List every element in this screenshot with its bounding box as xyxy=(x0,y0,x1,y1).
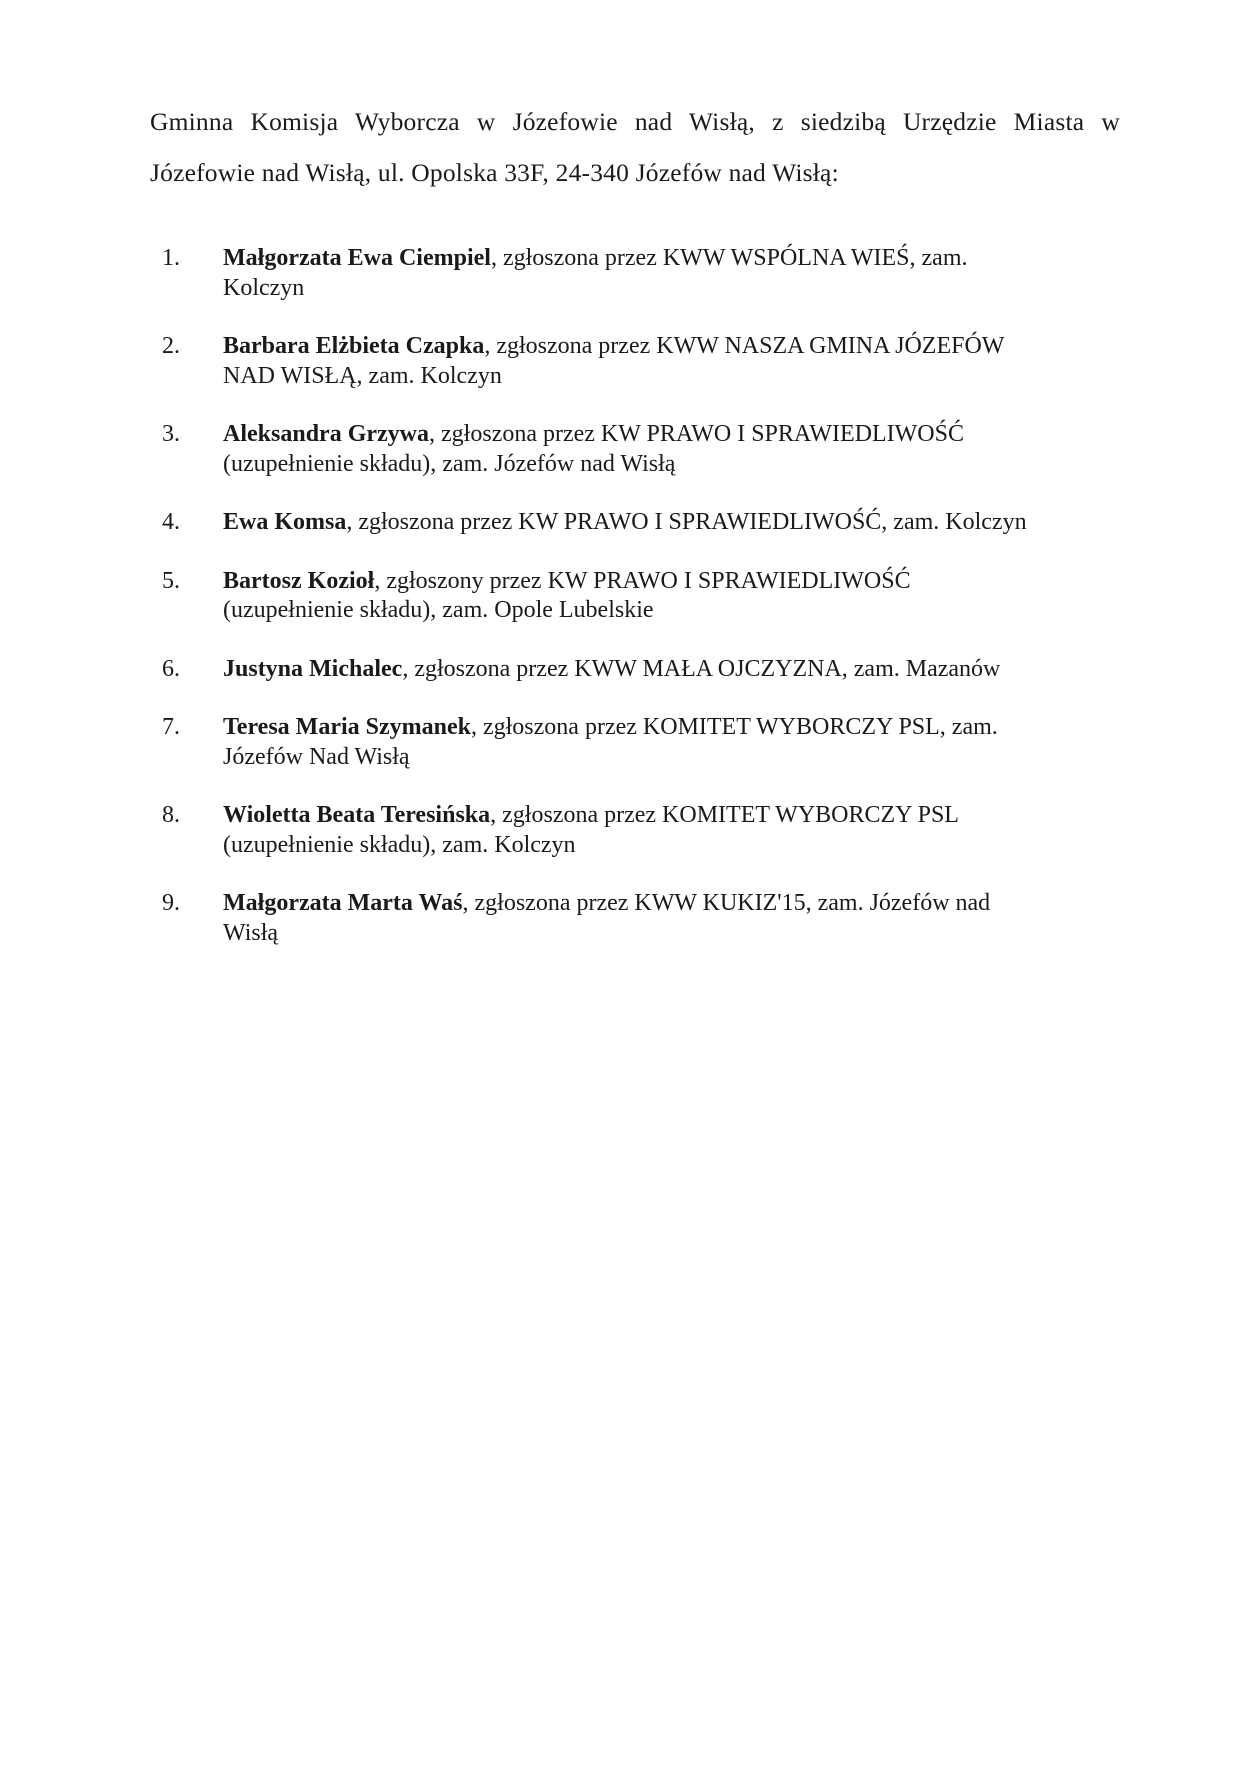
member-details: , zgłoszona przez KWW MAŁA OJCZYZNA, zam. Mazanów xyxy=(402,655,1001,682)
member-details-continued: (uzupełnienie składu), zam. Kolczyn xyxy=(223,831,576,858)
member-name: Małgorzata Marta Waś xyxy=(223,890,463,916)
member-name: Wioletta Beata Teresińska xyxy=(223,802,491,828)
member-details: , zgłoszona przez KOMITET WYBORCZY PSL, zam. xyxy=(470,714,998,740)
member-details-continued: (uzupełnienie składu), zam. Opole Lubelskie xyxy=(223,597,654,623)
intro-line-2: Józefowie nad Wisłą, ul. Opolska 33F, 24-340 Józefów nad Wisłą: xyxy=(150,158,839,187)
member-list xyxy=(150,244,1090,977)
member-details: , zgłoszona przez KW PRAWO I SPRAWIEDLIWOŚĆ, zam. Kolczyn xyxy=(346,509,1027,535)
list-item xyxy=(150,655,1090,685)
member-details: , zgłoszona przez KWW NASZA GMINA JÓZEFÓW xyxy=(484,333,1005,359)
member-details-continued: Kolczyn xyxy=(223,274,305,301)
member-details-continued: (uzupełnienie składu), zam. Józefów nad Wisłą xyxy=(223,450,676,477)
list-item xyxy=(150,889,1090,948)
member-details: , zgłoszony przez KW PRAWO I SPRAWIEDLIWOŚĆ xyxy=(374,567,911,594)
list-item xyxy=(150,332,1090,391)
intro-line-1: Gminna Komisja Wyborcza w Józefowie nad Wisłą, z siedzibą Urzędzie Miasta w xyxy=(150,107,1120,136)
item-number: 9. xyxy=(162,890,180,916)
item-number: 3. xyxy=(162,421,180,447)
item-number: 2. xyxy=(162,333,180,359)
list-item xyxy=(150,508,1090,538)
item-number: 7. xyxy=(162,714,180,740)
member-details: , zgłoszona przez KWW KUKIZ'15, zam. Józefów nad xyxy=(462,890,991,916)
item-number: 8. xyxy=(162,802,180,828)
member-name: Małgorzata Ewa Ciempiel xyxy=(223,245,491,271)
item-number: 1. xyxy=(162,245,180,271)
member-details: , zgłoszona przez KOMITET WYBORCZY PSL xyxy=(490,802,959,828)
member-details: , zgłoszona przez KW PRAWO I SPRAWIEDLIWOŚĆ xyxy=(429,421,964,447)
list-item xyxy=(150,801,1090,860)
item-number: 5. xyxy=(162,567,180,594)
member-name: Teresa Maria Szymanek xyxy=(223,714,471,740)
member-name: Aleksandra Grzywa xyxy=(223,421,429,447)
list-item xyxy=(150,244,1090,303)
member-details-continued: Józefów Nad Wisłą xyxy=(223,743,410,770)
member-name: Barbara Elżbieta Czapka xyxy=(223,333,485,359)
item-number: 6. xyxy=(162,655,180,682)
list-item xyxy=(150,567,1090,626)
list-item xyxy=(150,713,1090,772)
member-details-continued: Wisłą xyxy=(223,919,279,946)
intro-paragraph xyxy=(150,96,1120,198)
member-name: Ewa Komsa xyxy=(223,509,347,535)
item-number: 4. xyxy=(162,509,180,535)
member-name: Justyna Michalec xyxy=(223,655,403,682)
list-item xyxy=(150,420,1090,479)
member-details-continued: NAD WISŁĄ, zam. Kolczyn xyxy=(223,362,502,389)
member-details: , zgłoszona przez KWW WSPÓLNA WIEŚ, zam. xyxy=(490,245,968,271)
member-name: Bartosz Kozioł xyxy=(223,567,375,594)
